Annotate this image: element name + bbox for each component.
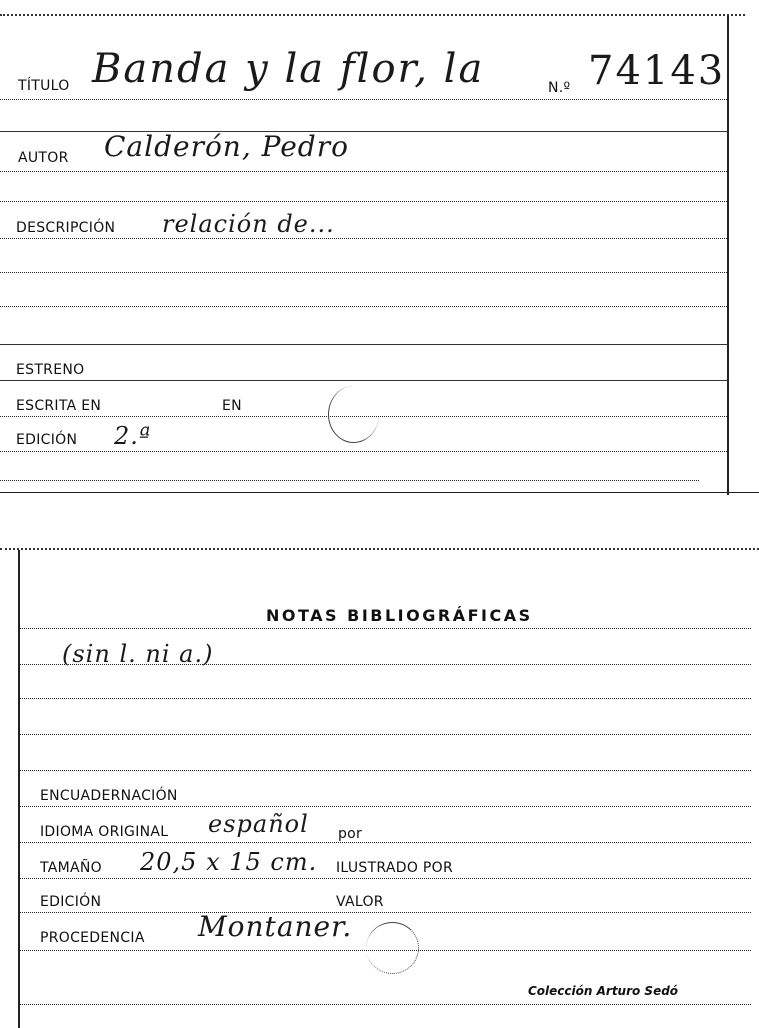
estreno-label: ESTRENO bbox=[16, 362, 85, 378]
desc-line-2 bbox=[0, 272, 729, 273]
tamano-label: TAMAÑO bbox=[40, 860, 102, 876]
card-top-edge bbox=[0, 14, 745, 16]
punch-hole-bottom bbox=[366, 922, 419, 974]
idioma-line bbox=[18, 842, 751, 843]
valor-label: VALOR bbox=[336, 894, 384, 910]
titulo-value: Banda y la flor, la bbox=[92, 46, 485, 92]
ilustrado-label: ILUSTRADO POR bbox=[336, 860, 453, 876]
card-left-edge bbox=[18, 550, 20, 1028]
card2-bottom-line bbox=[18, 1004, 751, 1005]
edicion-line bbox=[0, 451, 729, 452]
notas-line-3 bbox=[18, 734, 751, 735]
idioma-label: IDIOMA ORIGINAL bbox=[40, 824, 169, 840]
edicion2-label: EDICIÓN bbox=[40, 894, 102, 910]
notas-heading: NOTAS BIBLIOGRÁFICAS bbox=[266, 606, 533, 625]
notas-line-4 bbox=[18, 770, 751, 771]
idioma-value: español bbox=[208, 810, 309, 838]
numero-value: 74143 bbox=[588, 48, 726, 94]
procedencia-value: Montaner. bbox=[198, 910, 353, 943]
escrita-en-label: ESCRITA EN bbox=[16, 398, 102, 414]
encuadernacion-line bbox=[18, 806, 751, 807]
notas-line-1 bbox=[18, 664, 751, 665]
punch-hole-top bbox=[328, 386, 379, 443]
desc-top-line bbox=[0, 201, 729, 202]
encuadernacion-label: ENCUADERNACIÓN bbox=[40, 788, 178, 804]
card-separator bbox=[0, 492, 759, 493]
titulo-label: TÍTULO bbox=[18, 78, 70, 94]
por-label: por bbox=[338, 826, 363, 842]
edicion-label: EDICIÓN bbox=[16, 432, 78, 448]
tamano-line bbox=[18, 878, 751, 879]
descripcion-label: DESCRIPCIÓN bbox=[16, 220, 116, 236]
autor-line bbox=[0, 171, 729, 172]
edicion2-line bbox=[18, 912, 751, 913]
numero-label: N.º bbox=[548, 80, 571, 96]
card-top-edge bbox=[0, 548, 759, 550]
card-bottom-line bbox=[0, 480, 699, 481]
titulo-line bbox=[0, 99, 729, 100]
catalog-card-back bbox=[0, 540, 759, 1028]
autor-label: AUTOR bbox=[18, 150, 69, 166]
nota-value: (sin l. ni a.) bbox=[62, 640, 214, 668]
coleccion-stamp: Colección Arturo Sedó bbox=[528, 984, 679, 998]
estreno-line bbox=[0, 380, 729, 381]
edicion-value: 2.ª bbox=[114, 422, 152, 450]
desc-line-1 bbox=[0, 238, 729, 239]
notas-line-0 bbox=[18, 628, 751, 629]
descripcion-value: relación de... bbox=[162, 210, 335, 238]
desc-line-4 bbox=[0, 344, 729, 345]
en-label: EN bbox=[222, 398, 242, 414]
catalog-card-front bbox=[0, 0, 759, 495]
notas-line-2 bbox=[18, 698, 751, 699]
procedencia-label: PROCEDENCIA bbox=[40, 930, 145, 946]
autor-value: Calderón, Pedro bbox=[104, 130, 349, 163]
card-right-edge bbox=[727, 16, 729, 495]
desc-line-3 bbox=[0, 306, 729, 307]
tamano-value: 20,5 x 15 cm. bbox=[140, 848, 318, 876]
